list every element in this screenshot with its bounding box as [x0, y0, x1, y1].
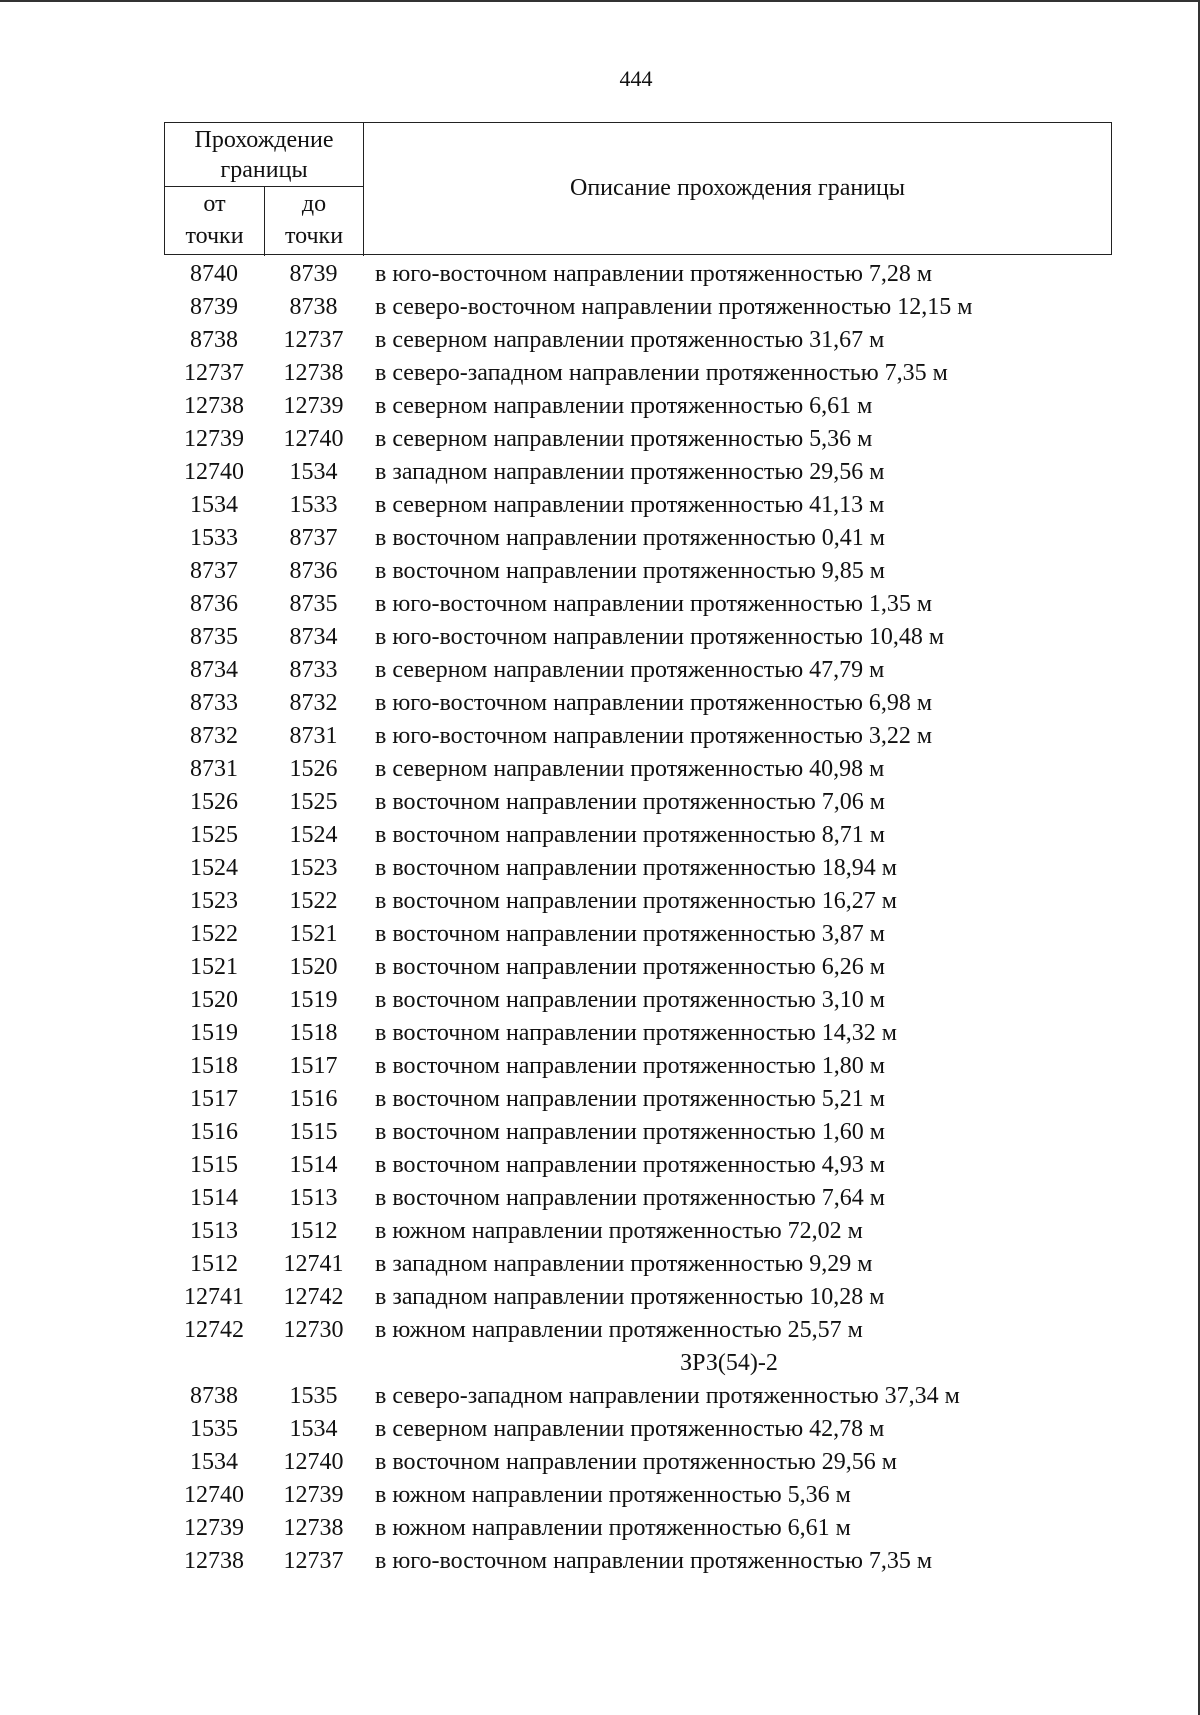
header-to-line1: до: [301, 191, 327, 217]
description-cell: в восточном направлении протяженностью 7,64 м: [375, 1185, 885, 1211]
table-row: [164, 1512, 1124, 1545]
header-from-line2: точки: [185, 223, 244, 249]
description-cell: в южном направлении протяженностью 25,57 м: [375, 1317, 863, 1343]
from-point-cell: 8732: [190, 723, 238, 749]
to-point-cell: 1533: [289, 492, 338, 518]
table-row: [164, 1182, 1124, 1215]
table-row: [164, 753, 1124, 786]
to-point-cell: 12737: [283, 327, 344, 353]
from-point-cell: 1526: [190, 789, 238, 815]
description-cell: в восточном направлении протяженностью 6,26 м: [375, 954, 885, 980]
description-cell: в восточном направлении протяженностью 14,32 м: [375, 1020, 897, 1046]
from-point-cell: 8738: [190, 327, 238, 353]
from-point-cell: 8735: [190, 624, 238, 650]
to-point-cell: 8734: [289, 624, 338, 650]
from-point-cell: 12739: [184, 426, 244, 452]
from-point-cell: 12737: [184, 360, 244, 386]
to-point-cell: 1521: [289, 921, 338, 947]
to-point-cell: 12730: [283, 1317, 344, 1343]
table-row: [164, 621, 1124, 654]
table-row: [164, 357, 1124, 390]
from-point-cell: 12738: [184, 1548, 244, 1574]
to-point-cell: 12738: [283, 360, 344, 386]
to-point-cell: 1514: [289, 1152, 338, 1178]
to-point-cell: 12738: [283, 1515, 344, 1541]
description-cell: в северо-восточном направлении протяженностью 12,15 м: [375, 294, 973, 320]
description-cell: в западном направлении протяженностью 29,56 м: [375, 459, 885, 485]
table-row: [164, 852, 1124, 885]
description-cell: в юго-восточном направлении протяженностью 3,22 м: [375, 723, 933, 749]
table-row: [164, 687, 1124, 720]
to-point-cell: 12742: [283, 1284, 344, 1310]
to-point-cell: 12739: [283, 1482, 344, 1508]
from-point-cell: 1519: [190, 1020, 238, 1046]
table-row: [164, 1545, 1124, 1578]
description-cell: в северном направлении протяженностью 42,78 м: [375, 1416, 885, 1442]
description-cell: в восточном направлении протяженностью 0,41 м: [375, 525, 885, 551]
from-point-cell: 1515: [190, 1152, 238, 1178]
to-point-cell: 12740: [283, 426, 344, 452]
to-point-cell: 1515: [289, 1119, 338, 1145]
description-cell: в северо-западном направлении протяженностью 37,34 м: [375, 1383, 960, 1409]
boundary-table-body: [164, 258, 1124, 1578]
table-row: [164, 390, 1124, 423]
from-point-cell: 12740: [184, 1482, 244, 1508]
to-point-cell: 8736: [289, 558, 338, 584]
from-point-cell: 1513: [190, 1218, 238, 1244]
description-cell: в северном направлении протяженностью 40,98 м: [375, 756, 885, 782]
from-point-cell: 12738: [184, 393, 244, 419]
table-row: [164, 720, 1124, 753]
description-cell: в восточном направлении протяженностью 1,80 м: [375, 1053, 885, 1079]
table-row: [164, 1413, 1124, 1446]
description-cell: в западном направлении протяженностью 10,28 м: [375, 1284, 885, 1310]
from-point-cell: 1521: [190, 954, 238, 980]
from-point-cell: 8740: [190, 261, 238, 287]
table-row: [164, 1050, 1124, 1083]
table-row: [164, 555, 1124, 588]
table-row: [164, 885, 1124, 918]
to-point-cell: 1526: [289, 756, 338, 782]
to-point-cell: 8735: [289, 591, 338, 617]
table-row: [164, 1248, 1124, 1281]
description-cell: в восточном направлении протяженностью 1,60 м: [375, 1119, 885, 1145]
table-row: [164, 258, 1124, 291]
description-cell: в восточном направлении протяженностью 16,27 м: [375, 888, 897, 914]
to-point-cell: 12737: [283, 1548, 344, 1574]
description-cell: в северном направлении протяженностью 5,36 м: [375, 426, 873, 452]
to-point-cell: 1513: [289, 1185, 338, 1211]
to-point-cell: 8732: [289, 690, 338, 716]
header-from-line1: от: [203, 191, 226, 217]
description-cell: в северном направлении протяженностью 41,13 м: [375, 492, 885, 518]
from-point-cell: 1524: [190, 855, 238, 881]
description-cell: в северо-западном направлении протяженностью 7,35 м: [375, 360, 948, 386]
table-row: [164, 918, 1124, 951]
table-row: [164, 654, 1124, 687]
to-point-cell: 8739: [289, 261, 338, 287]
to-point-cell: 1534: [289, 459, 338, 485]
table-row: [164, 588, 1124, 621]
table-row: [164, 1314, 1124, 1347]
to-point-cell: 1517: [289, 1053, 338, 1079]
description-cell: в северном направлении протяженностью 47,79 м: [375, 657, 885, 683]
description-cell: в северном направлении протяженностью 31,67 м: [375, 327, 885, 353]
header-from-point: [165, 187, 265, 256]
from-point-cell: 1523: [190, 888, 238, 914]
table-header: [164, 122, 1112, 255]
from-point-cell: 8738: [190, 1383, 238, 1409]
description-cell: в южном направлении протяженностью 5,36 м: [375, 1482, 851, 1508]
from-point-cell: 1512: [190, 1251, 238, 1277]
table-row: [164, 819, 1124, 852]
description-cell: в южном направлении протяженностью 6,61 м: [375, 1515, 851, 1541]
header-passage-line1: Прохождение: [194, 127, 334, 153]
description-cell: в восточном направлении протяженностью 5,21 м: [375, 1086, 885, 1112]
to-point-cell: 1519: [289, 987, 338, 1013]
table-row: [164, 324, 1124, 357]
from-point-cell: 1517: [190, 1086, 238, 1112]
description-cell: в восточном направлении протяженностью 18,94 м: [375, 855, 897, 881]
to-point-cell: 8731: [289, 723, 338, 749]
from-point-cell: 1522: [190, 921, 238, 947]
from-point-cell: 1514: [190, 1185, 238, 1211]
table-row: [164, 291, 1124, 324]
table-row: [164, 1215, 1124, 1248]
from-point-cell: 8737: [190, 558, 238, 584]
table-row: [164, 456, 1124, 489]
from-point-cell: 1534: [190, 492, 238, 518]
description-cell: в южном направлении протяженностью 72,02 м: [375, 1218, 863, 1244]
header-boundary-passage: [165, 123, 364, 187]
from-point-cell: 8736: [190, 591, 238, 617]
table-row: [164, 522, 1124, 555]
header-description: [364, 123, 1111, 254]
description-cell: в юго-восточном направлении протяженностью 1,35 м: [375, 591, 933, 617]
to-point-cell: 8733: [289, 657, 338, 683]
header-to-point: [265, 187, 364, 256]
page-number: 444: [619, 66, 653, 91]
table-row: [164, 1149, 1124, 1182]
description-cell: в западном направлении протяженностью 9,29 м: [375, 1251, 873, 1277]
table-row: [164, 1017, 1124, 1050]
scan-top-edge: [0, 0, 1200, 2]
to-point-cell: 1512: [289, 1218, 338, 1244]
description-cell: в восточном направлении протяженностью 7,06 м: [375, 789, 885, 815]
from-point-cell: 1525: [190, 822, 238, 848]
description-cell: в восточном направлении протяженностью 8,71 м: [375, 822, 885, 848]
description-cell: в юго-восточном направлении протяженностью 10,48 м: [375, 624, 945, 650]
from-point-cell: 12742: [184, 1317, 244, 1343]
from-point-cell: 12740: [184, 459, 244, 485]
table-row: [164, 489, 1124, 522]
from-point-cell: 8734: [190, 657, 238, 683]
header-passage-line2: границы: [220, 157, 308, 183]
table-row: [164, 1083, 1124, 1116]
table-row: [164, 423, 1124, 456]
from-point-cell: 1518: [190, 1053, 238, 1079]
to-point-cell: 1520: [289, 954, 338, 980]
table-row: [164, 951, 1124, 984]
table-row: [164, 1479, 1124, 1512]
from-point-cell: 12741: [184, 1284, 244, 1310]
to-point-cell: 1516: [289, 1086, 338, 1112]
description-cell: в восточном направлении протяженностью 3,10 м: [375, 987, 885, 1013]
to-point-cell: 1525: [289, 789, 338, 815]
to-point-cell: 1523: [289, 855, 338, 881]
from-point-cell: 1534: [190, 1449, 238, 1475]
to-point-cell: 1535: [289, 1383, 338, 1409]
description-cell: в восточном направлении протяженностью 29,56 м: [375, 1449, 897, 1475]
to-point-cell: 1522: [289, 888, 338, 914]
table-row: [164, 786, 1124, 819]
table-row: [164, 984, 1124, 1017]
description-cell: в северном направлении протяженностью 6,61 м: [375, 393, 873, 419]
table-row: [164, 1446, 1124, 1479]
from-point-cell: 12739: [184, 1515, 244, 1541]
from-point-cell: 8739: [190, 294, 238, 320]
table-row: [164, 1281, 1124, 1314]
to-point-cell: 8737: [289, 525, 338, 551]
description-cell: в юго-восточном направлении протяженностью 7,28 м: [375, 261, 933, 287]
section-title: ЗРЗ(54)-2: [680, 1350, 778, 1376]
from-point-cell: 1533: [190, 525, 238, 551]
from-point-cell: 1516: [190, 1119, 238, 1145]
to-point-cell: 1534: [289, 1416, 338, 1442]
from-point-cell: 8731: [190, 756, 238, 782]
table-row: [164, 1116, 1124, 1149]
to-point-cell: 12741: [283, 1251, 344, 1277]
description-cell: в восточном направлении протяженностью 4,93 м: [375, 1152, 885, 1178]
description-cell: в восточном направлении протяженностью 3,87 м: [375, 921, 885, 947]
description-cell: в юго-восточном направлении протяженностью 6,98 м: [375, 690, 933, 716]
description-cell: в восточном направлении протяженностью 9,85 м: [375, 558, 885, 584]
from-point-cell: 1535: [190, 1416, 238, 1442]
from-point-cell: 1520: [190, 987, 238, 1013]
table-row: [164, 1380, 1124, 1413]
to-point-cell: 1524: [289, 822, 338, 848]
to-point-cell: 8738: [289, 294, 338, 320]
header-to-line2: точки: [284, 223, 344, 249]
to-point-cell: 1518: [289, 1020, 338, 1046]
header-description-label: Описание прохождения границы: [569, 175, 905, 201]
to-point-cell: 12739: [283, 393, 344, 419]
description-cell: в юго-восточном направлении протяженностью 7,35 м: [375, 1548, 933, 1574]
from-point-cell: 8733: [190, 690, 238, 716]
to-point-cell: 12740: [283, 1449, 344, 1475]
